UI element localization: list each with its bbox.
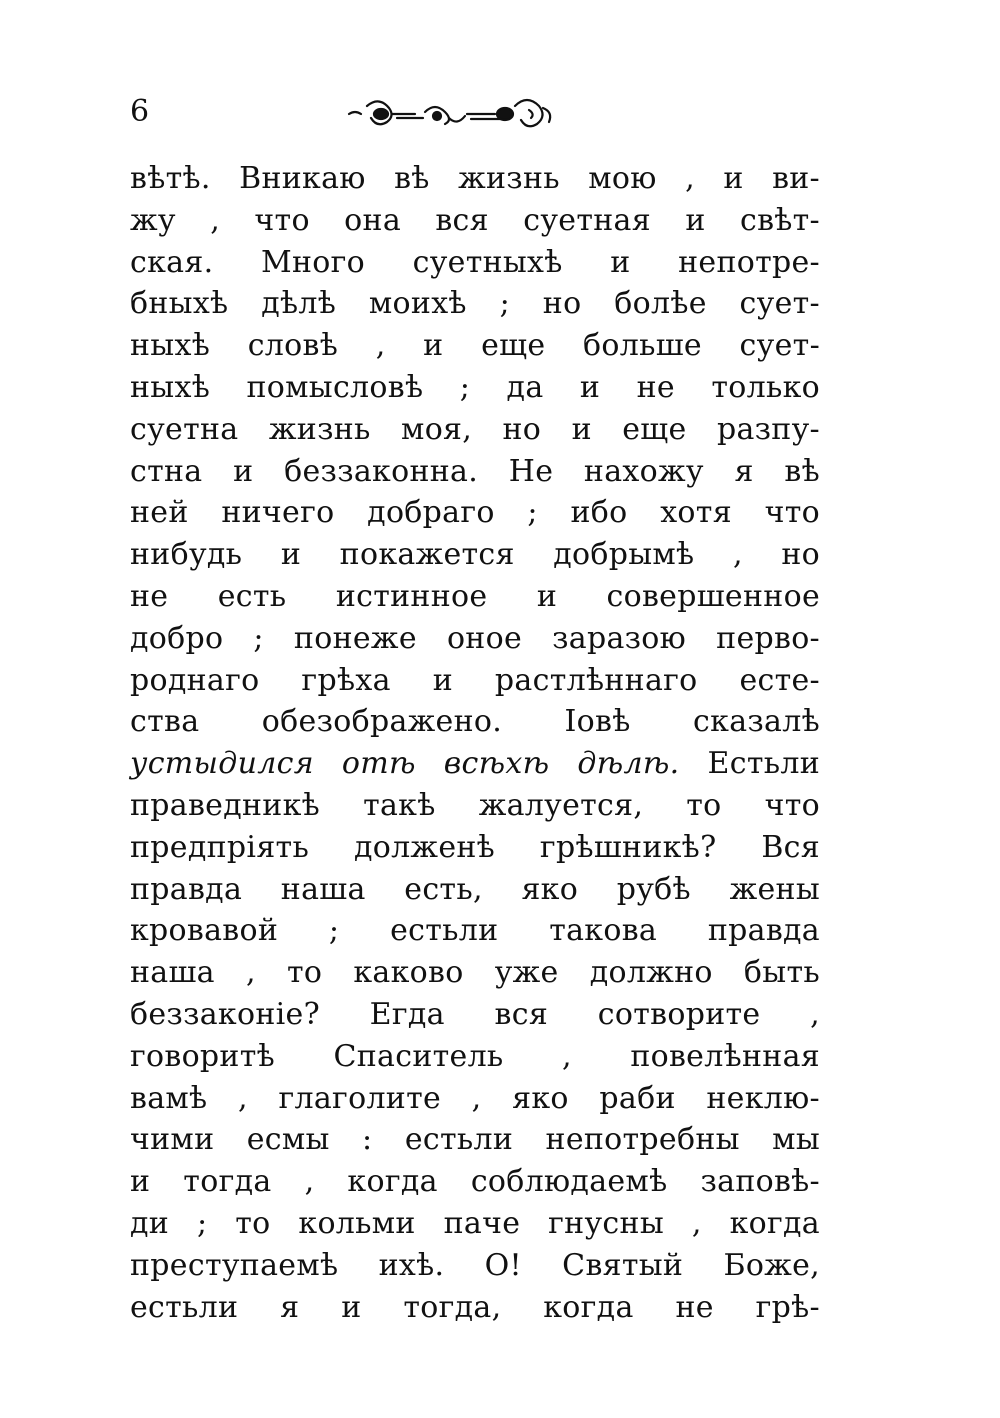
text-segment: Естьли (707, 746, 820, 782)
text-line: ныхѣ словѣ , и еще больше сует- (130, 328, 820, 364)
text-line: естьли я и тогда, когда не грѣ- (130, 1289, 820, 1325)
text-line: жу , что она вся суетная и свѣт- (130, 202, 820, 238)
text-line: ства обезображено. Іовѣ сказалѣ (130, 704, 820, 740)
text-line: преступаемѣ ихѣ. О! Святый Боже, (130, 1247, 820, 1283)
text-line: беззаконіе? Егда вся сотворите , (130, 996, 820, 1032)
italic-quote: устыдился отѣ всѣхѣ дѣлѣ. (130, 746, 680, 782)
page-number: 6 (130, 94, 150, 129)
text-line: наша , то каково уже должно быть (130, 955, 820, 991)
text-line: праведникѣ такѣ жалуется, то что (130, 787, 820, 823)
text-line: вамѣ , глаголите , яко раби неклю- (130, 1080, 820, 1116)
text-line: ди ; то кольми паче гнусны , когда (130, 1205, 820, 1241)
text-line: кровавой ; естьли такова правда (130, 913, 820, 949)
text-line: ская. Много суетныхѣ и непотре- (130, 244, 820, 280)
decorative-ornament-icon (345, 94, 560, 134)
text-line: стна и беззаконна. Не нахожу я вѣ (130, 453, 820, 489)
text-line: не есть истинное и совершенное (130, 578, 820, 614)
text-line: и тогда , когда соблюдаемѣ заповѣ- (130, 1164, 820, 1200)
text-line: чими есмы : естьли непотребны мы (130, 1122, 820, 1158)
text-line: вѣтѣ. Вникаю вѣ жизнь мою , и ви- (130, 161, 820, 196)
text-line: нибудь и покажется добрымѣ , но (130, 537, 820, 573)
body-text (130, 158, 820, 1328)
text-line-with-quote (130, 743, 820, 785)
text-line: добро ; понеже оное заразою перво- (130, 620, 820, 656)
text-line: ней ничего добраго ; ибо хотя что (130, 495, 820, 531)
text-line: роднаго грѣха и растлѣннаго есте- (130, 662, 820, 698)
text-line: предпріять долженѣ грѣшникѣ? Вся (130, 829, 820, 865)
page-header (130, 88, 830, 138)
text-line: правда наша есть, яко рубѣ жены (130, 871, 820, 907)
text-line: говоритѣ Спаситель , повелѣнная (130, 1038, 820, 1074)
text-line: бныхѣ дѣлѣ моихѣ ; но болѣе сует- (130, 286, 820, 322)
text-line: ныхѣ помысловѣ ; да и не только (130, 369, 820, 405)
text-line: суетна жизнь моя, но и еще разпу- (130, 411, 820, 447)
